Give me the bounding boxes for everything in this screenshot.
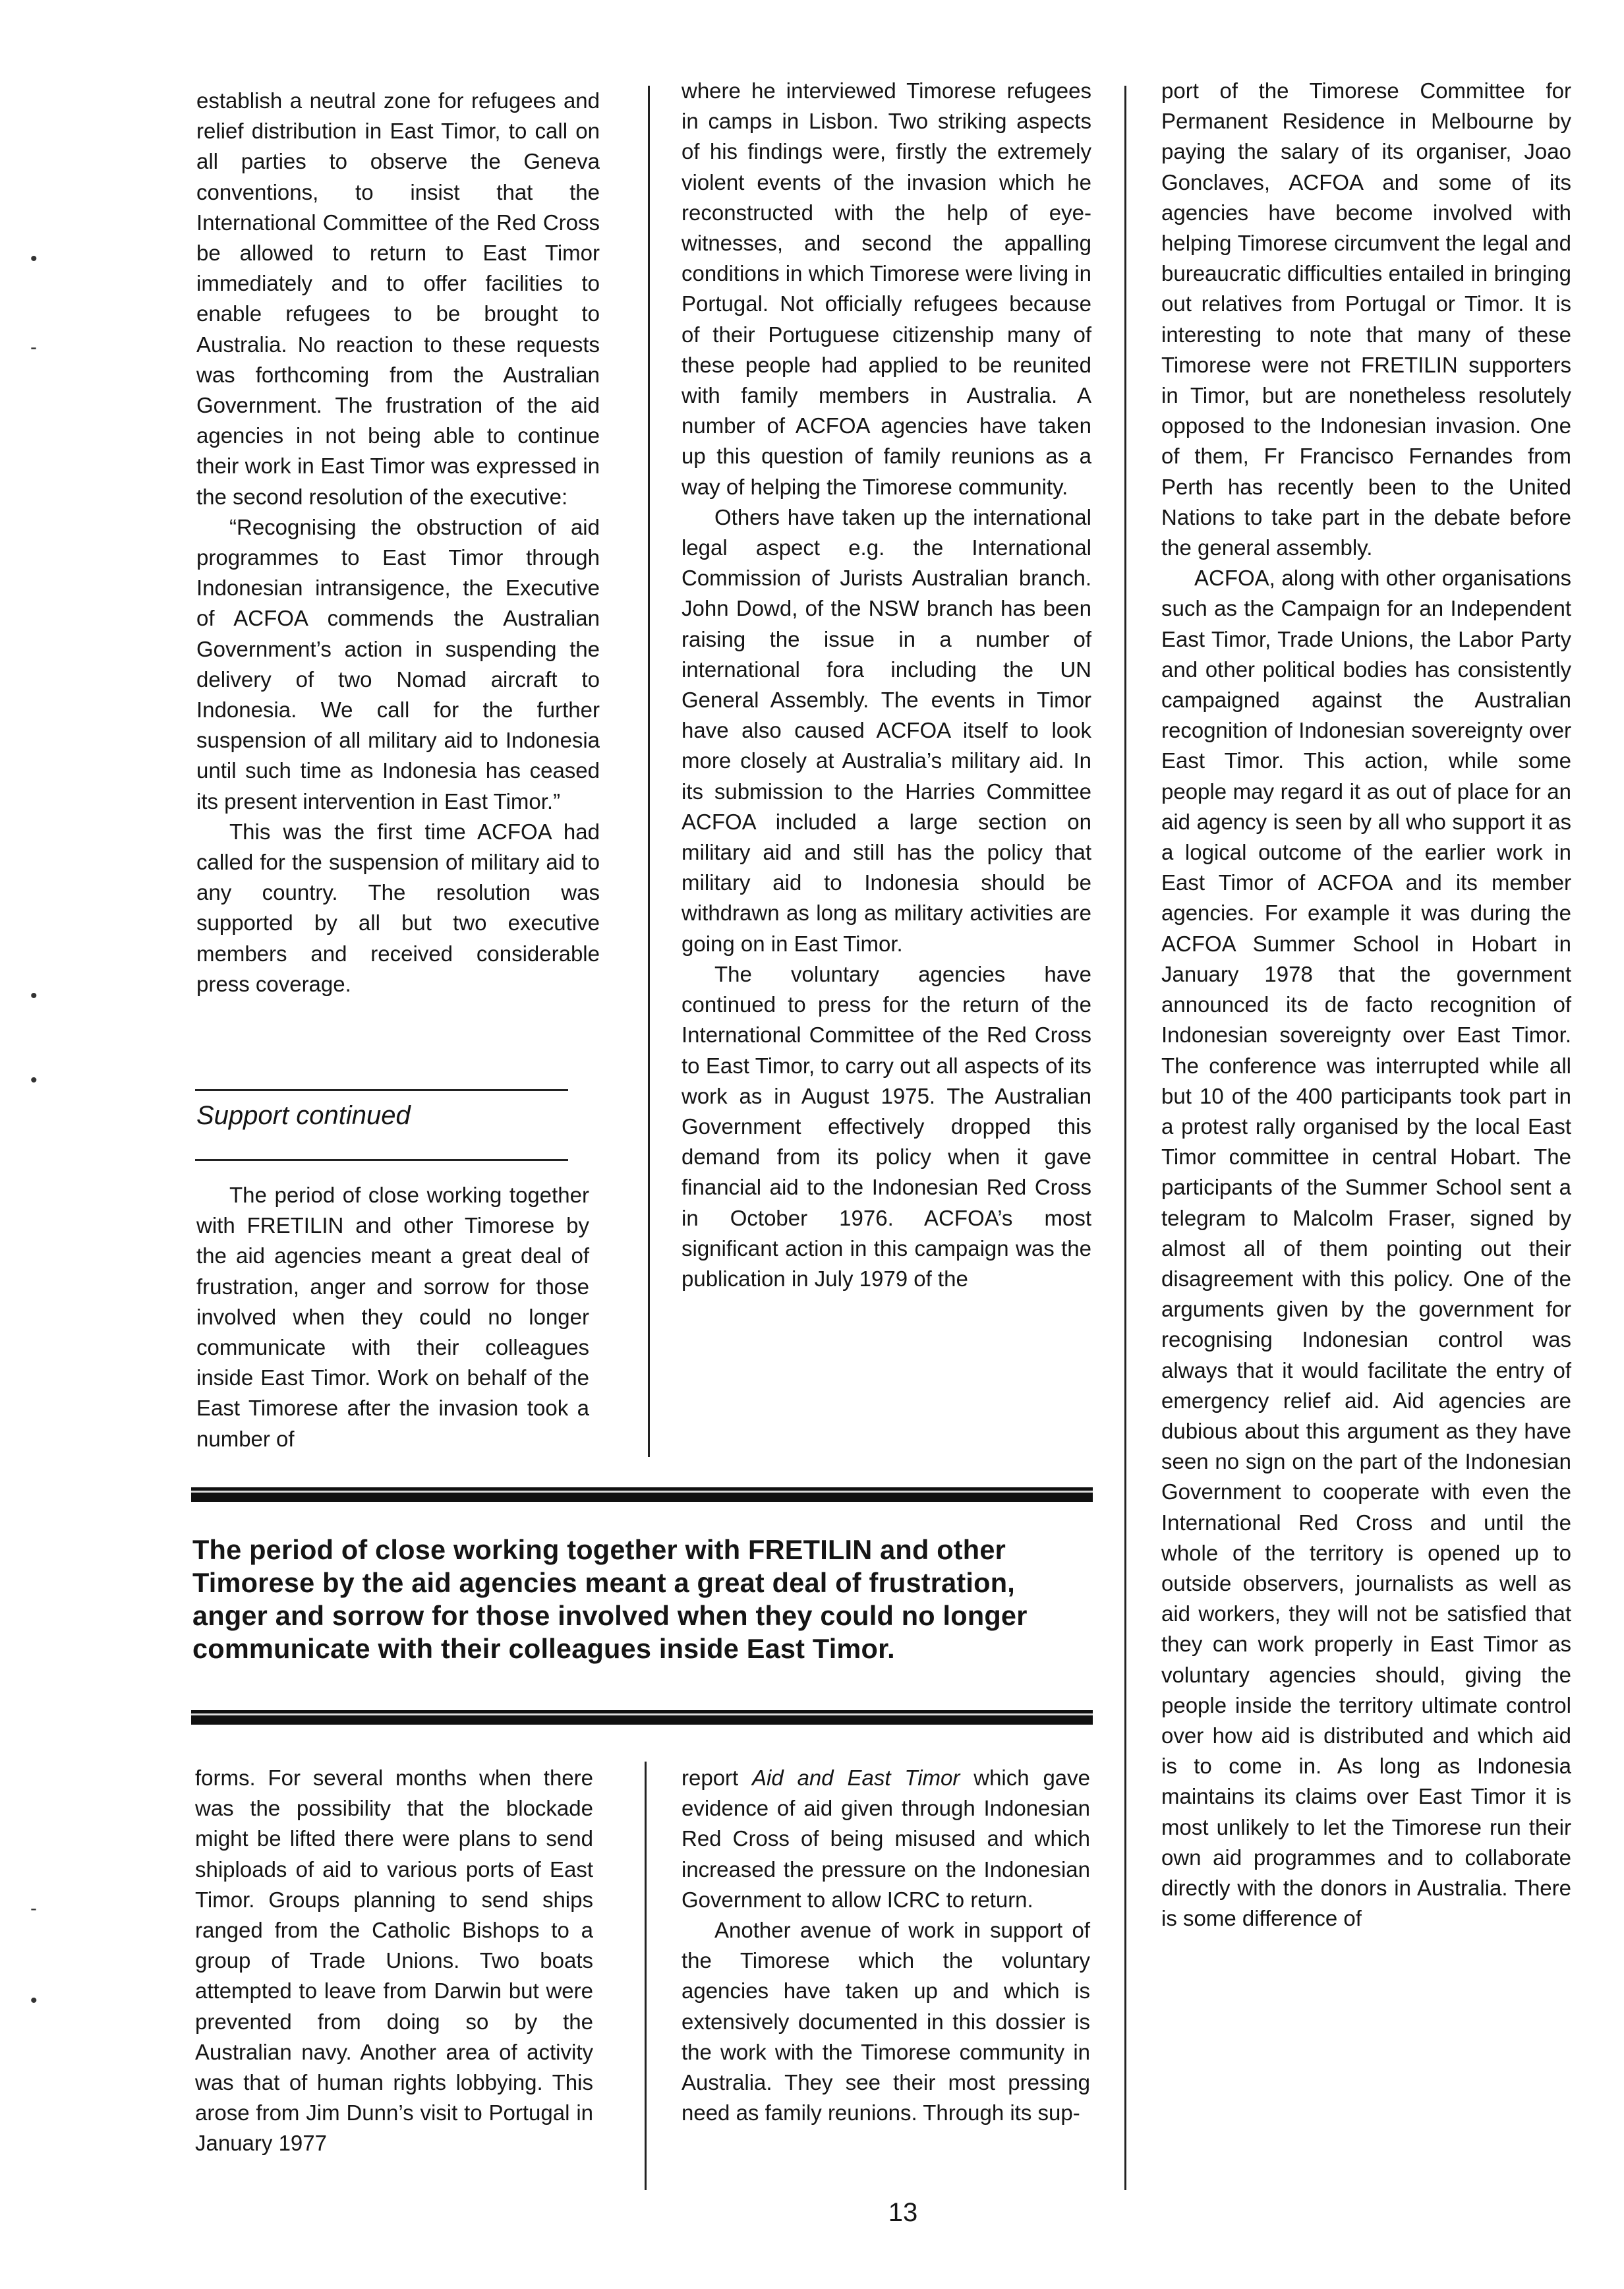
column-divider-2 xyxy=(1124,86,1126,2190)
section-rule-top xyxy=(195,1089,568,1091)
quoted-resolution: “Recognising the obstruction of aid programmes to East Timor through Indonesian intransigence, the Executive of ACFOA commends the Australian Government’s action in suspending the delivery of two Nomad aircraft to Indonesia. We call for the further suspension of all military aid to Indonesia until such time as Indonesia has ceased its present intervention in East Timor.” xyxy=(196,514,600,814)
paragraph: The period of close working together with FRETILIN and other Timorese by the aid agencies meant a great deal of frustration, anger and sorrow for those involved when they could no longer communicate with their colleagues inside East Timor. Work on behalf of the East Timorese after the invasion took a number of xyxy=(196,1183,589,1451)
paragraph: forms. For several months when there was the possibility that the blockade might be lifted there were plans to send shiploads of aid to various ports of East Timor. Groups planning to send ships ranged from the Catholic Bishops to a group of Trade Unions. Two boats attempted to leave from Darwin but were prevented from doing so by the Australian navy. Another area of activity was that of human rights lobbying. This arose from Jim Dunn’s visit to Portugal in January 1977 xyxy=(195,1766,593,2156)
paragraph: The voluntary agencies have continued to press for the return of the International Committee of the Red Cross to East Timor, to carry out all aspects of its work as in August 1975. The Australian Government effectively dropped this demand from its policy when it gave financial aid to the Indonesian Red Cross in October 1976. ACFOA’s most significant action in this campaign was the publication in July 1979 of the xyxy=(682,961,1091,1291)
column-1-upper xyxy=(196,86,600,999)
section-heading: Support continued xyxy=(196,1101,411,1130)
column-divider-1 xyxy=(648,86,650,1457)
pull-quote: The period of close working together with FRETILIN and other Timorese by the aid agencies meant a great deal of frustration, anger and sorrow for those involved when they could no longer communicate with their colleagues inside East Timor. xyxy=(192,1534,1028,1664)
column-2-lower xyxy=(682,1763,1090,2128)
paragraph: Others have taken up the international legal aspect e.g. the International Commission of Jurists Australian branch. John Dowd, of the NSW branch has been raising the issue in a number of international fora including the UN General Assembly. The events in Timor have also caused ACFOA itself to look more closely at Australia’s military aid. In its submission to the Harries Committee ACFOA included a large section on military aid and still has the policy that military aid to Indonesia should be withdrawn as long as military activities are going on in East Timor. xyxy=(682,504,1091,956)
paragraph: where he interviewed Timorese refugees in camps in Lisbon. Two striking aspects of his findings were, firstly the extremely violent events of the invasion which he reconstructed with the help of eye-witnesses, and second the appalling conditions in which Timorese were living in Portugal. Not officially refugees because of their Portuguese citizenship many of these people had applied to be reunited with family members in Australia. A number of ACFOA agencies have taken up this question of family reunions as a way of helping the Timorese community. xyxy=(682,78,1091,499)
paragraph: establish a neutral zone for refugees and relief distribution in East Timor, to call on all parties to observe the Geneva conventions, to insist that the International Committee of the Red Cross be allowed to return to East Timor immediately and to offer facilities to enable refugees to be brought to Australia. No reaction to these requests was forthcoming from the Australian Government. The frustration of the aid agencies in not being able to continue their work in East Timor was expressed in the second resolution of the executive: xyxy=(196,88,600,509)
margin-mark: • xyxy=(30,985,38,1007)
paragraph: ACFOA, along with other organisations such as the Campaign for an Independent East Timor, Trade Unions, the Labor Party and other political bodies has consistently campaigned against the Australian recognition of Indonesian sovereignty over East Timor. This action, while some people may regard it as out of place for an aid agency is seen by all who support it as a logical outcome of the earlier work in East Timor of ACFOA and its member agencies. For example it was during the ACFOA Summer School in Hobart in January 1978 that the government announced its de facto recognition of Indonesian sovereignty over East Timor. The conference was interrupted while all but 10 of the 400 participants took part in a protest rally organised by the local East Timor committee in central Hobart. The participants of the Summer School sent a telegram to Malcolm Fraser, signed by almost all of them pointing out their disagreement with this policy. One of the arguments given by the government for recognising Indonesian control was always that it would facilitate the entry of emergency relief aid. Aid agencies are dubious about this argument as they have seen no sign on the part of the Indonesian Government to cooperate with even the International Red Cross and until the whole of the territory is opened up to outside observers, journalists as well as aid workers, they will not be satisfied that they can work properly in East Timor as voluntary agencies should, giving the people inside the territory ultimate control over how aid is distributed and which aid is to come in. As long as Indonesia maintains its claims over East Timor it is most unlikely to let the Timorese run their own aid programmes and to collaborate directly with the donors in Australia. There is some difference of xyxy=(1161,566,1571,1931)
column-2-upper xyxy=(682,76,1091,1294)
margin-mark: • xyxy=(30,1990,38,2011)
paragraph: report Aid and East Timor which gave evidence of aid given through Indonesian Red Cross of being misused and which increased the pressure on the Indonesian Government to allow ICRC to return. xyxy=(682,1766,1090,1912)
report-title: Aid and East Timor xyxy=(752,1766,960,1790)
paragraph: port of the Timorese Committee for Permanent Residence in Melbourne by paying the salary of its organiser, Joao Gonclaves, ACFOA and some of its agencies have become involved with helping Timorese circumvent the legal and bureaucratic difficulties entailed in bringing out relatives from Portugal or Timor. It is interesting to note that many of these Timorese were not FRETILIN supporters in Timor, but are nonetheless resolutely opposed to the Indonesian invasion. One of them, Fr Francisco Fernandes from Perth has recently been to the United Nations to take part in the debate before the general assembly. xyxy=(1161,78,1571,560)
paragraph: This was the first time ACFOA had called for the suspension of military aid to any country. The resolution was supported by all but two executive members and received considerable press coverage. xyxy=(196,819,600,996)
margin-mark: • xyxy=(30,248,38,270)
column-1-section xyxy=(196,1180,589,1454)
margin-mark: - xyxy=(30,336,37,358)
column-3 xyxy=(1161,76,1571,1934)
pull-quote-bar-top xyxy=(191,1487,1093,1502)
margin-mark: • xyxy=(30,1069,38,1091)
column-divider-lower xyxy=(645,1762,647,2190)
page-number: 13 xyxy=(888,2198,918,2227)
pull-quote-bar-bottom xyxy=(191,1710,1093,1725)
margin-mark: - xyxy=(30,1897,37,1919)
column-1-lower xyxy=(195,1763,593,2159)
section-rule-bottom xyxy=(195,1159,568,1161)
paragraph: Another avenue of work in support of the Timorese which the voluntary agencies have taken up and which is extensively documented in this dossier is the work with the Timorese community in Australia. They see their most pressing need as family reunions. Through its sup- xyxy=(682,1918,1090,2126)
